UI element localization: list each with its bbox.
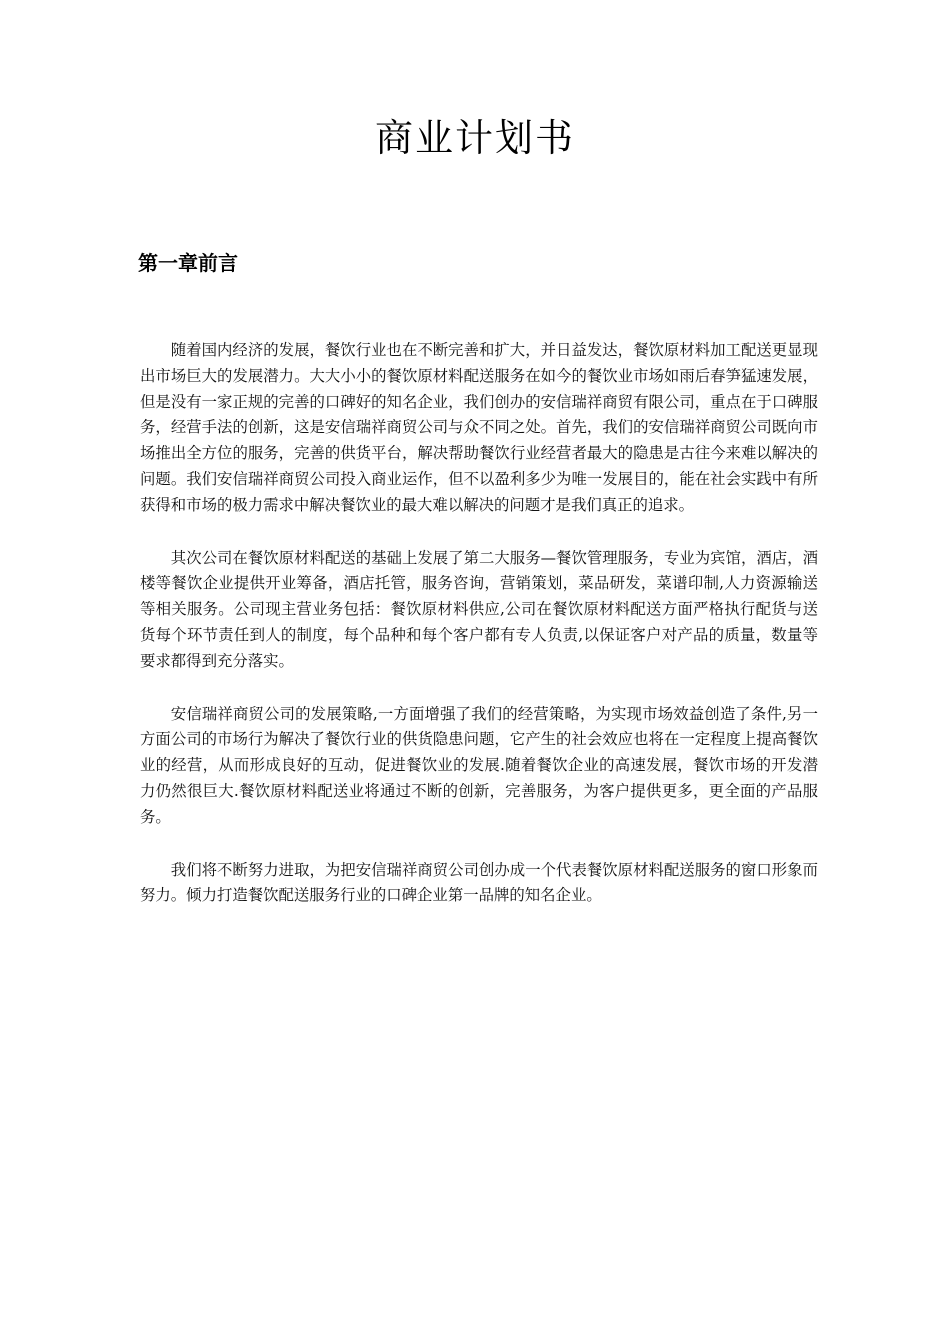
paragraph-4: 我们将不断努力进取，为把安信瑞祥商贸公司创办成一个代表餐饮原材料配送服务的窗口形象而努力。倾力打造餐饮配送服务行业的口碑企业第一品牌的知名企业。 <box>140 860 818 905</box>
document-title: 商业计划书 <box>374 116 575 160</box>
paragraph-2: 其次公司在餐饮原材料配送的基础上发展了第二大服务—餐饮管理服务，专业为宾馆，酒店，酒楼等餐饮企业提供开业筹备，酒店托管，服务咨询，营销策划，菜品研发，菜谱印制,人力资源输送等相关服务。公司现主营业务包括：餐饮原材料供应,公司在餐饮原材料配送方面严格执行配货与送货每个环节责任到人的制度，每个品种和每个客户都有专人负责,以保证客户对产品的质量，数量等要求都得到充分落实。 <box>140 548 818 670</box>
paragraph-1: 随着国内经济的发展，餐饮行业也在不断完善和扩大，并日益发达，餐饮原材料加工配送更显现出市场巨大的发展潜力。大大小小的餐饮原材料配送服务在如今的餐饮业市场如雨后春笋猛速发展，但是没有一家正规的完善的口碑好的知名企业，我们创办的安信瑞祥商贸有限公司，重点在于口碑服务，经营手法的创新，这是安信瑞祥商贸公司与众不同之处。首先，我们的安信瑞祥商贸公司既向市场推出全方位的服务，完善的供货平台，解决帮助餐饮行业经营者最大的隐患是古往今来难以解决的问题。我们安信瑞祥商贸公司投入商业运作，但不以盈利多少为唯一发展目的，能在社会实践中有所获得和市场的极力需求中解决餐饮业的最大难以解决的问题才是我们真正的追求。 <box>140 341 818 514</box>
body-text <box>140 338 818 936</box>
chapter-heading: 第一章前言 <box>138 251 238 275</box>
paragraph-3: 安信瑞祥商贸公司的发展策略,一方面增强了我们的经营策略，为实现市场效益创造了条件,另一方面公司的市场行为解决了餐饮行业的供货隐患问题，它产生的社会效应也将在一定程度上提高餐饮业的经营，从而形成良好的互动，促进餐饮业的发展.随着餐饮企业的高速发展，餐饮市场的开发潜力仍然很巨大.餐饮原材料配送业将通过不断的创新，完善服务，为客户提供更多，更全面的产品服务。 <box>140 704 818 826</box>
